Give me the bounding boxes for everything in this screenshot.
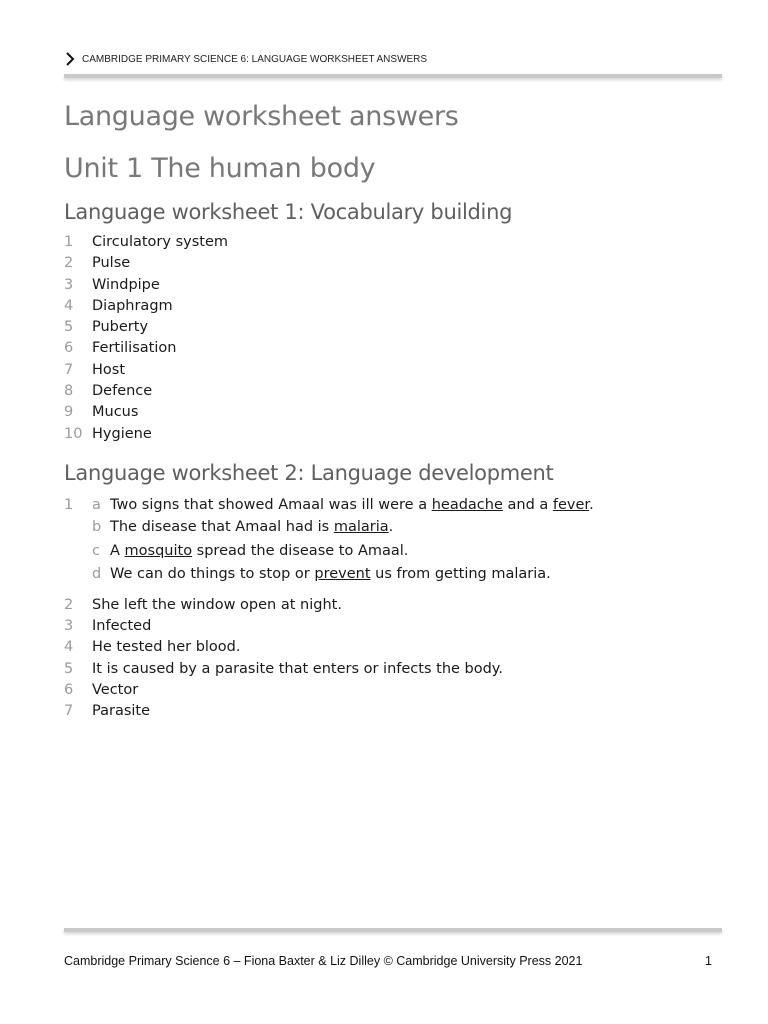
list-item: [64, 360, 724, 381]
sub-answer-a: Two signs that showed Amaal was ill were a headache and a fever.: [110, 496, 594, 513]
list-item: [64, 616, 724, 637]
item-text: She left the window open at night.: [92, 596, 342, 613]
running-header: [64, 52, 427, 66]
list-item: [64, 659, 724, 680]
underlined-word: headache: [431, 496, 503, 513]
list-item: [64, 232, 724, 253]
sub-answer-c: A mosquito spread the disease to Amaal.: [110, 542, 409, 559]
item-text: Circulatory system: [92, 234, 229, 250]
underlined-word: malaria: [333, 519, 389, 536]
item-number: 9: [64, 404, 74, 421]
header-rule: [64, 74, 722, 78]
item-text: He tested her blood.: [92, 639, 241, 656]
list-item: [64, 680, 724, 701]
item-number: 8: [64, 383, 74, 400]
sub-answer-b: The disease that Amaal had is malaria.: [110, 519, 394, 536]
item-text: Infected: [92, 618, 152, 635]
worksheet-2-list: [64, 595, 724, 723]
item-number: 1: [64, 496, 74, 513]
list-item: [64, 296, 724, 317]
item-number: 7: [64, 703, 74, 720]
item-text: Windpipe: [92, 276, 160, 293]
worksheet-2-heading: Language worksheet 2: Language development: [64, 460, 554, 485]
item-text: Fertilisation: [92, 340, 177, 357]
list-item: [64, 637, 724, 658]
worksheet-2-question-1: [64, 495, 724, 587]
list-item: [64, 275, 724, 296]
list-item: [64, 338, 724, 359]
item-text: Puberty: [92, 319, 149, 336]
sub-answer-d: We can do things to stop or prevent us from getting malaria.: [110, 566, 551, 583]
item-number: 5: [64, 660, 74, 677]
item-text: Diaphragm: [92, 297, 173, 314]
footer-rule: [64, 928, 722, 932]
item-number: 10: [64, 425, 83, 442]
page-number: 1: [705, 954, 712, 968]
unit-title: Unit 1 The human body: [64, 153, 376, 184]
page-title: Language worksheet answers: [64, 101, 459, 132]
footer-credit: Cambridge Primary Science 6 – Fiona Baxter & Liz Dilley © Cambridge University Press 2021: [64, 954, 583, 968]
underlined-word: prevent: [314, 566, 371, 583]
list-item: [64, 563, 724, 587]
sub-letter: c: [92, 542, 100, 559]
list-item: [64, 402, 724, 423]
item-number: 6: [64, 681, 74, 698]
list-item: [64, 495, 724, 516]
list-item: [64, 317, 724, 338]
item-number: 1: [64, 234, 74, 250]
item-number: 2: [64, 596, 74, 613]
item-number: 7: [64, 361, 74, 378]
list-item: [64, 516, 724, 540]
item-number: 6: [64, 340, 74, 357]
chevron-right-icon: [64, 52, 76, 66]
list-item: [64, 540, 724, 564]
item-text: Hygiene: [92, 425, 152, 442]
list-item: [64, 424, 724, 445]
item-text: Parasite: [92, 703, 151, 720]
list-item: [64, 253, 724, 274]
page-content: [64, 98, 724, 723]
item-text: Pulse: [92, 255, 131, 272]
item-text: Defence: [92, 383, 153, 400]
list-item: [64, 595, 724, 616]
item-number: 5: [64, 319, 74, 336]
item-number: 4: [64, 297, 74, 314]
underlined-word: mosquito: [124, 542, 193, 559]
underlined-word: fever: [552, 496, 590, 513]
running-title: CAMBRIDGE PRIMARY SCIENCE 6: LANGUAGE WORKSHEET ANSWERS: [82, 53, 428, 65]
item-number: 2: [64, 255, 74, 272]
list-item: [64, 381, 724, 402]
page-footer: [64, 954, 712, 968]
item-text: Mucus: [92, 404, 139, 421]
item-number: 4: [64, 639, 74, 656]
list-item: [64, 701, 724, 722]
sub-letter: d: [92, 566, 102, 583]
item-text: Host: [92, 361, 126, 378]
item-text: It is caused by a parasite that enters or infects the body.: [92, 660, 503, 677]
item-number: 3: [64, 276, 74, 293]
worksheet-1-heading: Language worksheet 1: Vocabulary building: [64, 200, 513, 224]
sub-letter: b: [92, 519, 102, 536]
worksheet-1-list: [64, 232, 724, 445]
item-number: 3: [64, 618, 74, 635]
sub-letter: a: [92, 496, 101, 513]
item-text: Vector: [92, 681, 139, 698]
